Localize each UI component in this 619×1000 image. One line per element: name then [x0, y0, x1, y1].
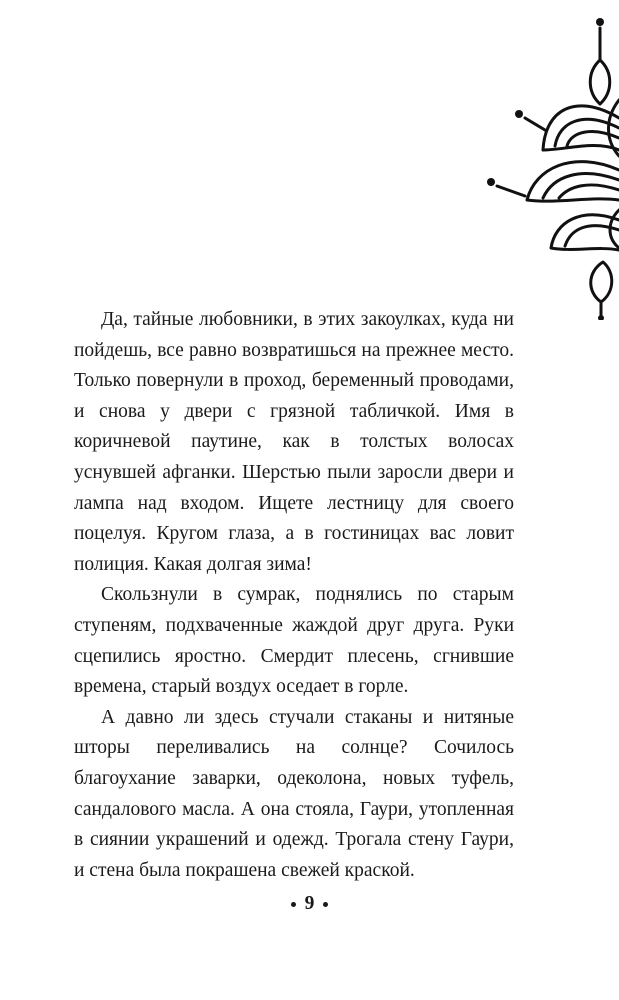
text-block: [74, 305, 514, 886]
page-number-value: 9: [304, 893, 315, 914]
bullet-icon: [323, 902, 328, 907]
mandala-ornament-icon: [455, 0, 619, 320]
paragraph: А давно ли здесь стучали стаканы и нитяные шторы переливались на солнце? Сочилось благоухание заварки, одеколона, новых туфель, сандалового масла. А она стояла, Гаури, утопленная в сиянии украшений и одежд. Трогала стену Гаури, и стена была покрашена свежей краской.: [74, 706, 514, 881]
paragraph: Скользнули в сумрак, поднялись по старым ступеням, подхваченные жаждой друг друга. Руки сцепились яростно. Смердит плесень, сгнившие времена, старый воздух оседает в горле.: [74, 584, 514, 698]
bullet-icon: [291, 902, 296, 907]
page-number: [0, 893, 619, 915]
paragraph: Да, тайные любовники, в этих закоулках, куда ни пойдешь, все равно возвратишься на прежнее место. Только повернули в проход, беременный проводами, и снова у двери с грязной табличкой. Имя в коричневой паутине, как в толстых волосах уснувшей афганки. Шерстью пыли заросли двери и лампа над входом. Ищете лестницу для своего поцелуя. Кругом глаза, а в гостиницах вас ловит полиция. Какая долгая зима!: [74, 309, 514, 575]
